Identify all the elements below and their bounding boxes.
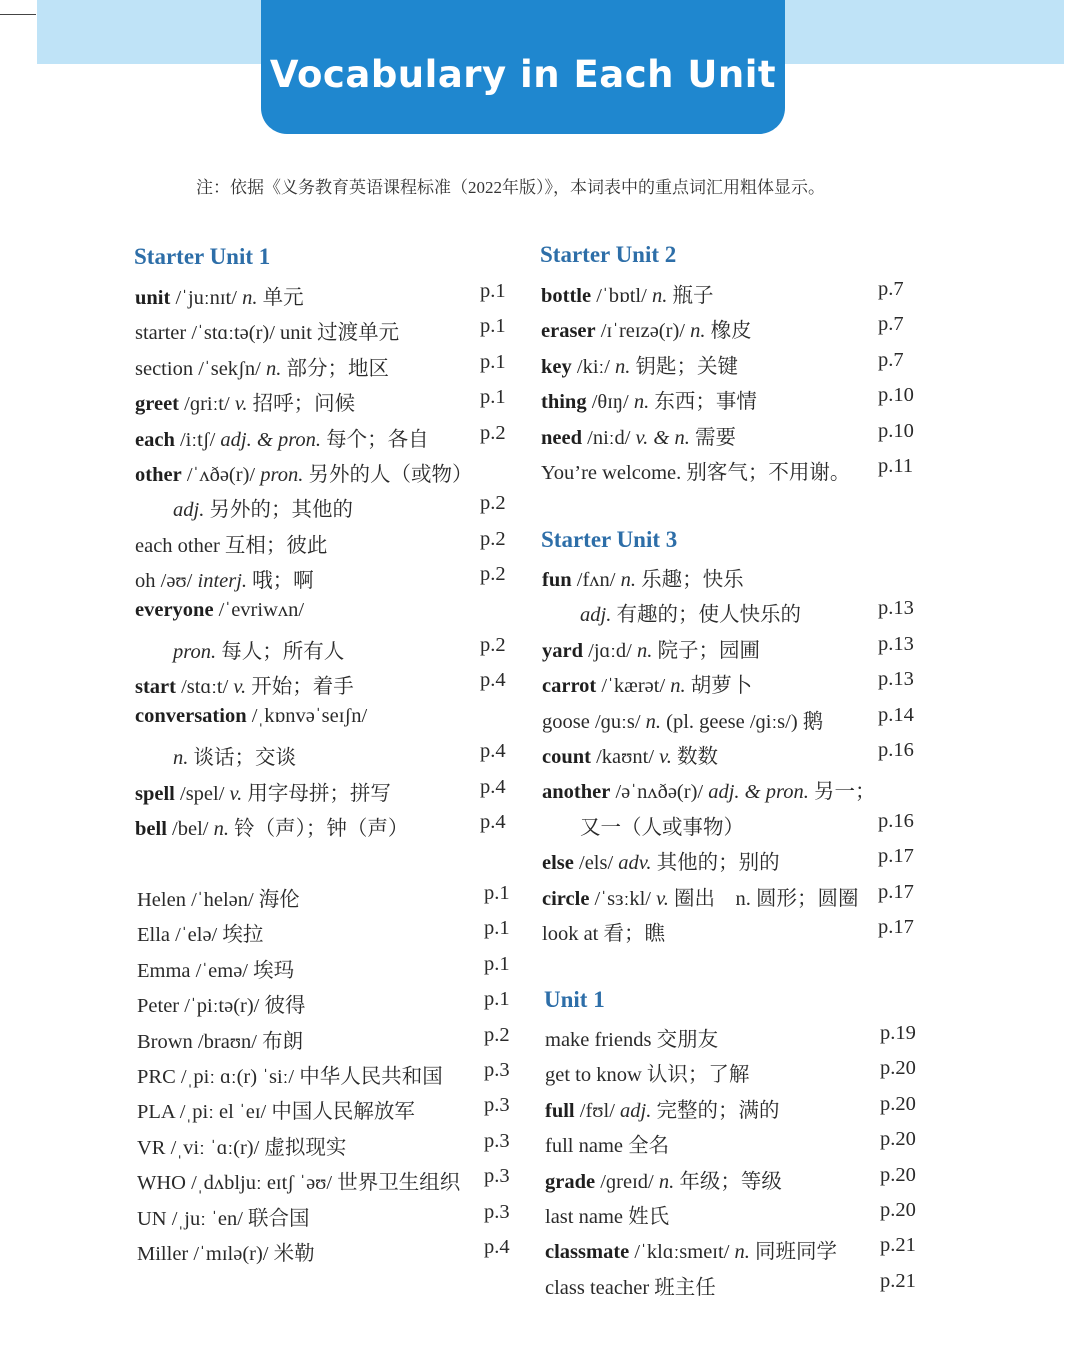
part-of-speech: adv. bbox=[618, 852, 652, 875]
vocab-entry: starter /ˈstɑːtə(r)/ unit 过渡单元 bbox=[135, 322, 400, 345]
headword: spell bbox=[135, 782, 175, 805]
part-of-speech: adj. & pron. bbox=[708, 781, 809, 804]
page-ref: p.4 bbox=[480, 775, 506, 798]
vocab-entry: PRC /ˌpiː ɑː(r) ˈsiː/ 中华人民共和国 bbox=[137, 1066, 443, 1088]
page-ref: p.1 bbox=[480, 315, 506, 338]
vocab-entry: circle /ˈsɜːkl/ v. 圈出 n. 圆形；圆圈 bbox=[542, 887, 859, 910]
part-of-speech: n. bbox=[645, 710, 662, 733]
vocab-entry: Emma /ˈemə/ 埃玛 bbox=[137, 959, 295, 982]
vocab-entry: else /els/ adv. 其他的；别的 bbox=[542, 852, 780, 875]
page-ref: p.1 bbox=[484, 917, 510, 940]
part-of-speech: v. bbox=[659, 746, 672, 768]
page-ref: p.17 bbox=[878, 916, 914, 938]
vocab-entry: make friends 交朋友 bbox=[545, 1029, 719, 1051]
page-ref: p.2 bbox=[484, 1023, 510, 1046]
vocab-entry: goose /ɡuːs/ n. (pl. geese /ɡiːs/) 鹅 bbox=[542, 710, 824, 733]
vocab-entry: need /niːd/ v. & n. 需要 bbox=[541, 426, 736, 449]
vocab-entry: class teacher 班主任 bbox=[545, 1276, 716, 1299]
part-of-speech: v. bbox=[656, 887, 669, 910]
page-ref: p.3 bbox=[484, 1094, 510, 1117]
page-ref: p.17 bbox=[878, 845, 914, 868]
page-ref: p.1 bbox=[484, 952, 510, 975]
heading-starter-unit-3: Starter Unit 3 bbox=[541, 527, 678, 552]
vocab-entry: eraser /ɪˈreɪzə(r)/ n. 橡皮 bbox=[541, 320, 752, 343]
page-title: Vocabulary in Each Unit bbox=[269, 52, 777, 96]
page-ref: p.2 bbox=[480, 527, 506, 550]
vocab-entry: UN /ˌjuː ˈen/ 联合国 bbox=[137, 1207, 310, 1230]
page-ref: p.4 bbox=[480, 740, 506, 763]
page-ref: p.17 bbox=[878, 880, 914, 903]
headword: other bbox=[135, 464, 182, 486]
vocab-entry: section /ˈsekʃn/ n. 部分；地区 bbox=[135, 357, 389, 380]
vocab-entry: Brown /braʊn/ 布朗 bbox=[137, 1030, 304, 1053]
part-of-speech: v. & n. bbox=[635, 426, 690, 449]
part-of-speech: n. bbox=[265, 357, 282, 380]
headword: another bbox=[542, 781, 611, 804]
headword: full bbox=[545, 1099, 575, 1122]
part-of-speech: n. bbox=[173, 747, 189, 770]
vocab-entry: adj. 另外的；其他的 bbox=[173, 499, 353, 522]
headword: bell bbox=[135, 818, 167, 840]
page-ref: p.13 bbox=[878, 632, 914, 655]
page-ref: p.3 bbox=[484, 1165, 510, 1188]
part-of-speech: n. bbox=[734, 1241, 750, 1264]
vocab-entry: key /kiː/ n. 钥匙；关键 bbox=[541, 355, 739, 378]
part-of-speech: n. bbox=[637, 639, 653, 662]
page-ref: p.21 bbox=[880, 1269, 916, 1292]
part-of-speech: pron. bbox=[260, 464, 304, 486]
vocab-entry: bottle /ˈbɒtl/ n. 瓶子 bbox=[541, 285, 714, 307]
vocab-entry: spell /spel/ v. 用字母拼；拼写 bbox=[135, 782, 391, 805]
headword: unit bbox=[135, 287, 171, 309]
page-ref: p.1 bbox=[480, 280, 506, 302]
page-ref: p.19 bbox=[880, 1022, 916, 1044]
page-ref: p.4 bbox=[480, 669, 506, 692]
vocab-entry: everyone /ˈevriwʌn/ bbox=[135, 598, 305, 621]
headword: everyone bbox=[135, 598, 214, 621]
vocab-entry: full name 全名 bbox=[545, 1135, 670, 1158]
vocab-entry: carrot /ˈkærət/ n. 胡萝卜 bbox=[542, 675, 753, 698]
vocab-entry: fun /fʌn/ n. 乐趣；快乐 bbox=[542, 569, 744, 591]
vocab-entry: classmate /ˈklɑːsmeɪt/ n. 同班同学 bbox=[545, 1241, 838, 1264]
page-ref: p.1 bbox=[484, 988, 510, 1011]
headword: classmate bbox=[545, 1241, 630, 1264]
page-ref: p.1 bbox=[480, 386, 506, 409]
page-ref: p.20 bbox=[880, 1163, 916, 1186]
vocab-entry: adj. 有趣的；使人快乐的 bbox=[580, 604, 801, 627]
vocab-entry: thing /θɪŋ/ n. 东西；事情 bbox=[541, 391, 757, 414]
vocab-entry: Peter /ˈpiːtə(r)/ 彼得 bbox=[137, 995, 306, 1018]
vocab-entry: grade /ɡreɪd/ n. 年级；等级 bbox=[545, 1170, 782, 1193]
vocab-entry: PLA /ˌpiː el ˈeɪ/ 中国人民解放军 bbox=[137, 1101, 415, 1124]
vocab-entry: Helen /ˈhelən/ 海伦 bbox=[137, 889, 300, 911]
page-ref: p.16 bbox=[878, 809, 914, 832]
page-ref: p.21 bbox=[880, 1234, 916, 1257]
vocab-entry: You’re welcome. 别客气；不用谢。 bbox=[541, 462, 851, 484]
vocab-entry: full /fʊl/ adj. 完整的；满的 bbox=[545, 1099, 780, 1122]
part-of-speech: interj. bbox=[197, 570, 248, 593]
part-of-speech: n. bbox=[615, 355, 631, 378]
page-ref: p.2 bbox=[480, 492, 506, 515]
page-ref: p.3 bbox=[484, 1059, 510, 1081]
page-ref: p.4 bbox=[480, 811, 506, 833]
vocab-entry: oh /əʊ/ interj. 哦；啊 bbox=[135, 570, 314, 593]
vocab-entry: unit /ˈjuːnɪt/ n. 单元 bbox=[135, 287, 304, 309]
page-ref: p.14 bbox=[878, 703, 914, 726]
headword: eraser bbox=[541, 320, 596, 343]
headword: thing bbox=[541, 391, 587, 414]
vocab-entry: bell /bel/ n. 铃（声）；钟（声） bbox=[135, 818, 409, 840]
page-ref: p.7 bbox=[878, 278, 904, 300]
headword: greet bbox=[135, 393, 180, 416]
vocab-entry: n. 谈话；交谈 bbox=[173, 747, 296, 770]
headword: count bbox=[542, 746, 591, 768]
part-of-speech: v. bbox=[229, 782, 243, 805]
part-of-speech: n. bbox=[620, 569, 636, 591]
page-ref: p.1 bbox=[480, 350, 506, 373]
page-ref: p.10 bbox=[878, 384, 914, 407]
part-of-speech: adj. bbox=[580, 604, 612, 627]
part-of-speech: pron. bbox=[173, 641, 217, 663]
page-ref: p.7 bbox=[878, 313, 904, 336]
vocab-entry: greet /ɡriːt/ v. 招呼；问候 bbox=[135, 393, 356, 416]
headword: carrot bbox=[542, 675, 597, 698]
vocab-entry: look at 看；瞧 bbox=[542, 923, 665, 945]
vocab-entry: another /əˈnʌðə(r)/ adj. & pron. 另一； bbox=[542, 781, 876, 804]
page-ref: p.4 bbox=[484, 1236, 510, 1258]
vocab-entry: Miller /ˈmɪlə(r)/ 米勒 bbox=[137, 1243, 315, 1265]
vocab-entry: each /iːtʃ/ adj. & pron. 每个；各自 bbox=[135, 428, 429, 451]
headword: each bbox=[135, 428, 175, 451]
page-ref: p.13 bbox=[878, 597, 914, 620]
part-of-speech: adj. & pron. bbox=[220, 428, 322, 451]
page-ref: p.20 bbox=[880, 1128, 916, 1151]
headword: conversation bbox=[135, 704, 247, 727]
page-ref: p.7 bbox=[878, 348, 904, 371]
part-of-speech: n. bbox=[633, 391, 650, 414]
page-ref: p.13 bbox=[878, 668, 914, 691]
headword: yard bbox=[542, 639, 583, 662]
headword: else bbox=[542, 852, 574, 875]
headword: need bbox=[541, 426, 582, 449]
vocab-entry: pron. 每人；所有人 bbox=[173, 641, 345, 663]
vocab-entry: VR /ˌviː ˈɑː(r)/ 虚拟现实 bbox=[137, 1136, 347, 1159]
page-ref: p.16 bbox=[878, 739, 914, 761]
part-of-speech: v. bbox=[233, 676, 247, 699]
vocab-entry: conversation /ˌkɒnvəˈseɪʃn/ bbox=[135, 704, 368, 727]
headword: start bbox=[135, 676, 176, 699]
vocab-entry: other /ˈʌðə(r)/ pron. 另外的人（或物） bbox=[135, 464, 473, 486]
page-ref: p.3 bbox=[484, 1129, 510, 1152]
page-ref: p.2 bbox=[480, 563, 506, 586]
part-of-speech: v. bbox=[234, 393, 248, 416]
vocab-entry: WHO /ˌdʌbljuː eɪtʃ ˈəʊ/ 世界卫生组织 bbox=[137, 1172, 461, 1195]
headword: fun bbox=[542, 569, 572, 591]
part-of-speech: n. bbox=[658, 1170, 675, 1193]
vocab-entry: each other 互相；彼此 bbox=[135, 534, 328, 557]
headword: circle bbox=[542, 887, 590, 910]
title-banner bbox=[261, 0, 785, 134]
page-ref: p.20 bbox=[880, 1057, 916, 1080]
page-ref: p.10 bbox=[878, 419, 914, 442]
page-ref: p.20 bbox=[880, 1092, 916, 1115]
page-ref: p.11 bbox=[878, 455, 914, 477]
part-of-speech: n. bbox=[651, 285, 668, 307]
part-of-speech: adj. bbox=[620, 1099, 652, 1122]
page-ref: p.20 bbox=[880, 1199, 916, 1221]
vocab-entry: last name 姓氏 bbox=[545, 1206, 670, 1228]
vocab-entry: Ella /ˈelə/ 埃拉 bbox=[137, 924, 264, 947]
note-text: 注：依据《义务教育英语课程标准（2022年版）》，本词表中的重点词汇用粗体显示。 bbox=[196, 178, 825, 197]
part-of-speech: n. bbox=[670, 675, 686, 698]
vocab-entry: yard /jɑːd/ n. 院子；园圃 bbox=[542, 639, 761, 662]
heading-starter-unit-1: Starter Unit 1 bbox=[134, 244, 271, 269]
heading-unit-1: Unit 1 bbox=[544, 987, 605, 1012]
headword: grade bbox=[545, 1170, 596, 1193]
heading-starter-unit-2: Starter Unit 2 bbox=[540, 242, 677, 267]
page-ref: p.2 bbox=[480, 421, 506, 444]
page-ref: p.1 bbox=[484, 882, 510, 904]
page-ref: p.3 bbox=[484, 1200, 510, 1223]
headword: bottle bbox=[541, 285, 592, 307]
part-of-speech: adj. bbox=[173, 499, 205, 522]
vocab-entry: count /kaʊnt/ v. 数数 bbox=[542, 746, 718, 768]
page-ref: p.2 bbox=[480, 634, 506, 656]
vocab-entry: get to know 认识；了解 bbox=[545, 1064, 750, 1087]
part-of-speech: n. bbox=[213, 818, 229, 840]
corner-rule bbox=[0, 14, 36, 15]
vocab-entry: start /stɑːt/ v. 开始；着手 bbox=[135, 676, 354, 699]
headword: key bbox=[541, 355, 572, 378]
part-of-speech: n. bbox=[690, 320, 706, 343]
vocab-entry: 又一（人或事物） bbox=[580, 816, 744, 839]
part-of-speech: n. bbox=[242, 287, 258, 309]
